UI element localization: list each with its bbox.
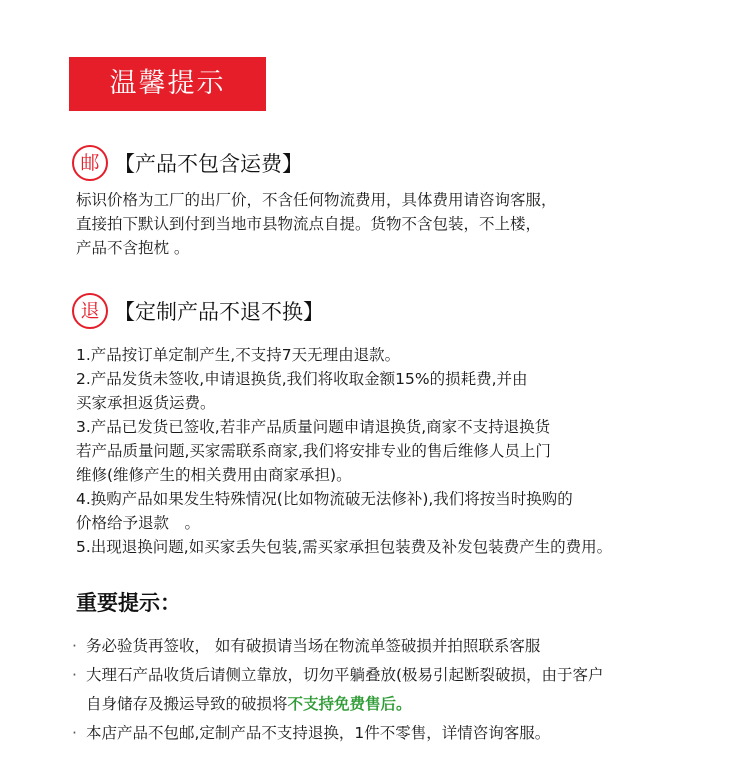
note-item: [72, 632, 604, 661]
note-text: 务必验货再签收， 如有破损请当场在物流单签破损并拍照联系客服: [86, 637, 541, 655]
shipping-section-title: 【产品不包含运费】: [114, 152, 303, 176]
shipping-line: 产品不含抱枕 。: [76, 239, 190, 257]
policy-line: 价格给予退款 。: [76, 514, 201, 532]
policy-line: 5.出现退换问题,如买家丢失包装,需买家承担包装费及补发包装费产生的费用。: [76, 538, 613, 556]
mail-badge-icon: 邮: [72, 145, 108, 181]
return-badge-icon: 退: [72, 293, 108, 329]
note-item: [72, 719, 604, 748]
returns-policy: [76, 343, 612, 559]
bullet-icon: ·: [72, 637, 77, 655]
note-item: [72, 661, 604, 690]
shipping-line: 直接拍下默认到付到当地市县物流点自提。货物不含包装，不上楼，: [76, 215, 542, 233]
bullet-icon: ·: [72, 724, 77, 742]
policy-line: 1.产品按订单定制产生,不支持7天无理由退款。: [76, 346, 401, 364]
policy-line: 4.换购产品如果发生特殊情况(比如物流破无法修补),我们将按当时换购的: [76, 490, 573, 508]
returns-section-header: [72, 293, 324, 329]
policy-line: 2.产品发货未签收,申请退换货,我们将收取金额15%的损耗费,并由: [76, 370, 528, 388]
shipping-section-header: [72, 145, 303, 181]
highlight-text: 不支持免费售后。: [287, 695, 412, 713]
note-text: 本店产品不包邮,定制产品不支持退换，1件不零售，详情咨询客服。: [86, 724, 551, 742]
policy-line: 若产品质量问题,买家需联系商家,我们将安排专业的售后维修人员上门: [76, 442, 551, 460]
warm-tips-banner: 温馨提示: [69, 57, 266, 111]
policy-line: 3.产品已发货已签收,若非产品质量问题申请退换货,商家不支持退换货: [76, 418, 551, 436]
shipping-description: [76, 188, 557, 260]
policy-line: 维修(维修产生的相关费用由商家承担)。: [76, 466, 352, 484]
note-text: 大理石产品收货后请侧立靠放，切勿平躺叠放(极易引起断裂破损，由于客户: [86, 666, 604, 684]
returns-section-title: 【定制产品不退不换】: [114, 300, 324, 324]
important-notice-title: 重要提示：: [76, 591, 181, 615]
bullet-icon: ·: [72, 666, 77, 684]
important-notes-list: [72, 632, 604, 748]
note-item-continued: [72, 690, 604, 719]
note-text: 自身储存及搬运导致的破损将: [86, 695, 288, 713]
policy-line: 买家承担返货运费。: [76, 394, 216, 412]
shipping-line: 标识价格为工厂的出厂价，不含任何物流费用，具体费用请咨询客服，: [76, 191, 557, 209]
